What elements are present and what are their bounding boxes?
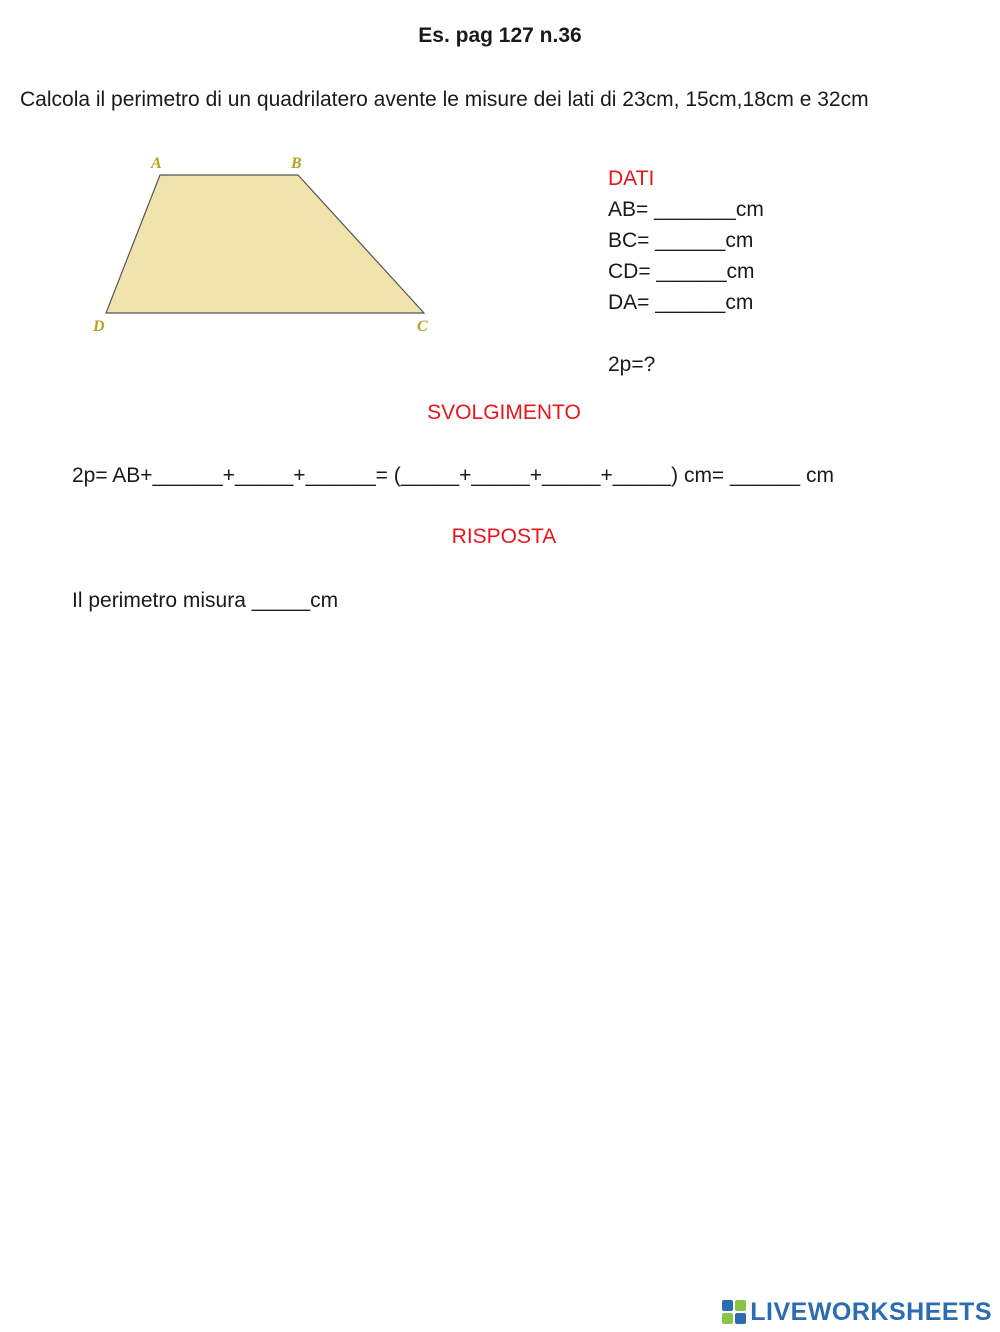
liveworksheets-logo-icon bbox=[722, 1300, 746, 1324]
dati-bc: BC= ______cm bbox=[608, 229, 754, 252]
vertex-label-d: D bbox=[93, 318, 105, 335]
liveworksheets-logo-text: LIVEWORKSHEETS bbox=[750, 1297, 992, 1326]
page-title: Es. pag 127 n.36 bbox=[418, 24, 582, 47]
dati-heading: DATI bbox=[608, 167, 655, 190]
dati-ab: AB= _______cm bbox=[608, 198, 764, 221]
dati-spacer bbox=[608, 318, 764, 349]
dati-cd: CD= ______cm bbox=[608, 260, 755, 283]
data-block bbox=[608, 163, 764, 380]
dati-da: DA= ______cm bbox=[608, 291, 754, 314]
liveworksheets-logo bbox=[722, 1298, 992, 1326]
dati-unknown: 2p=? bbox=[608, 353, 656, 376]
problem-statement: Calcola il perimetro di un quadrilatero avente le misure dei lati di 23cm, 15cm,18cm e 32cm bbox=[20, 88, 869, 111]
trapezoid-figure bbox=[88, 148, 448, 348]
trapezoid-shape bbox=[106, 175, 424, 313]
risposta-sentence: Il perimetro misura _____cm bbox=[72, 589, 339, 612]
vertex-label-b: B bbox=[291, 155, 302, 172]
svolgimento-heading: SVOLGIMENTO bbox=[427, 401, 581, 424]
vertex-label-c: C bbox=[417, 318, 428, 335]
vertex-label-a: A bbox=[151, 155, 162, 172]
svolgimento-formula: 2p= AB+______+_____+______= (_____+_____+_____+_____) cm= ______ cm bbox=[72, 464, 834, 487]
risposta-heading: RISPOSTA bbox=[451, 525, 557, 548]
